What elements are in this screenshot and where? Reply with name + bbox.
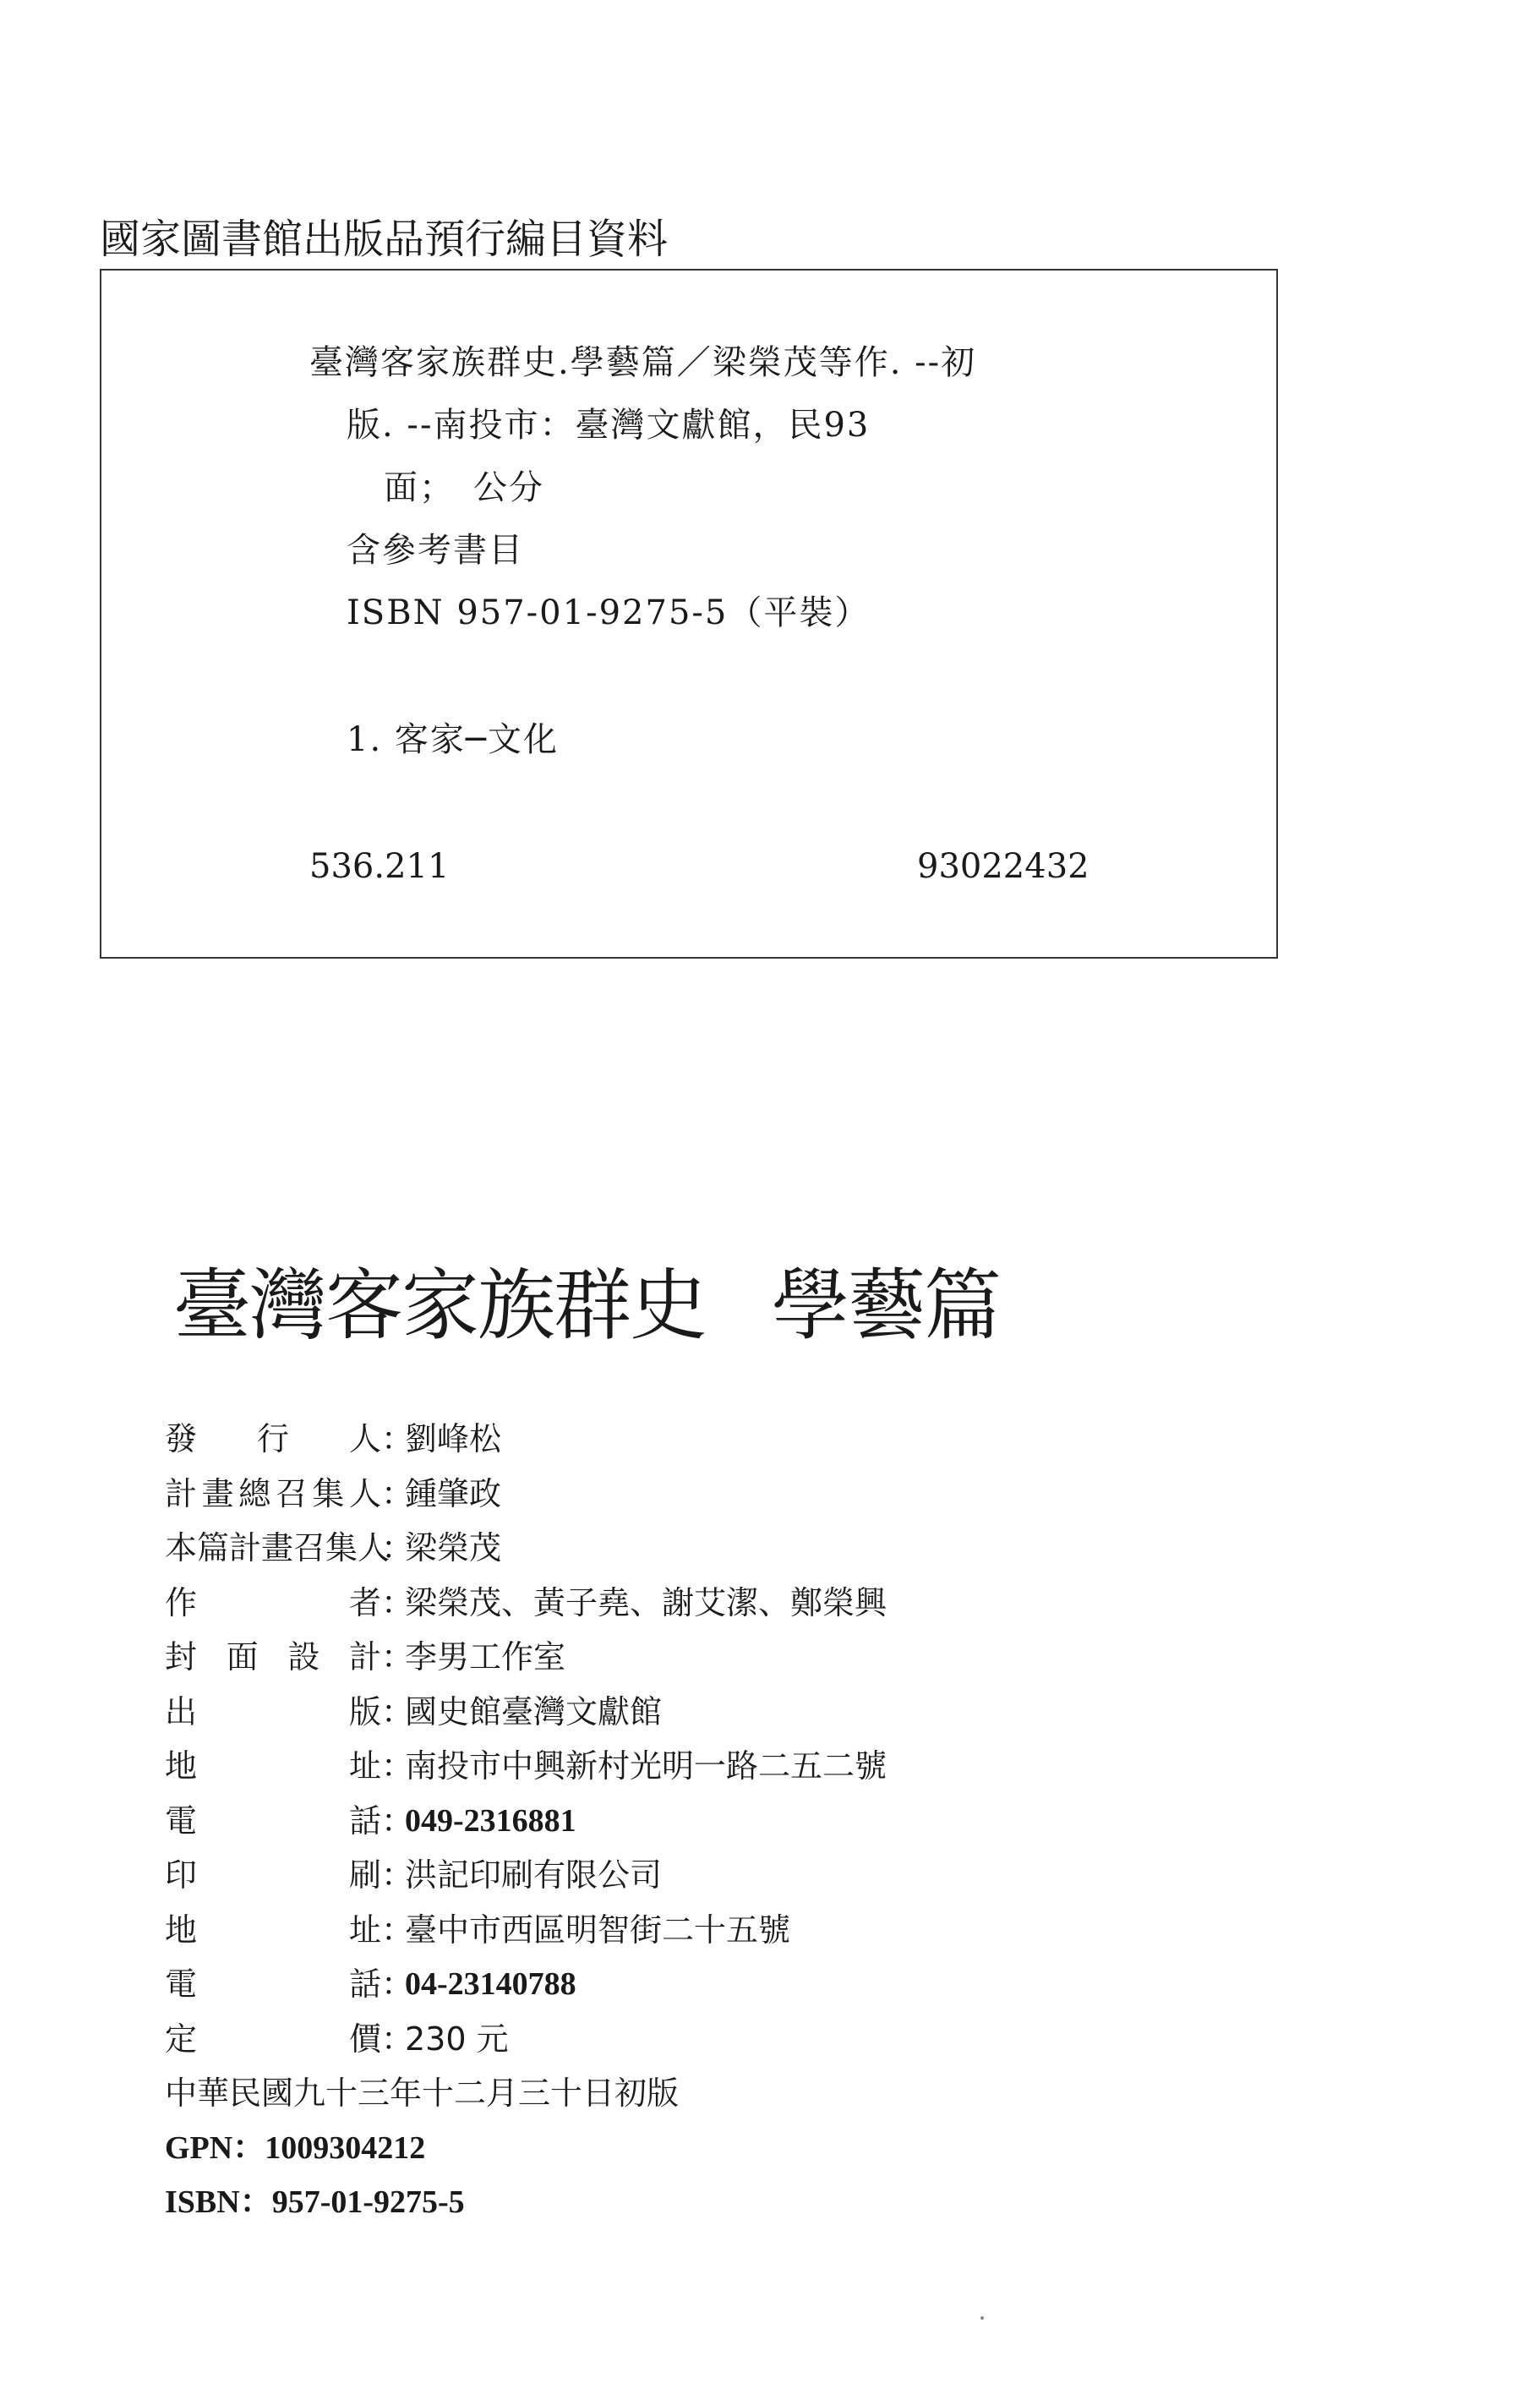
colophon-label: 計畫總召集人 — [165, 1474, 381, 1512]
colophon-value: 鍾肇政 — [405, 1474, 502, 1512]
gpn: GPN：1009304212 — [165, 2129, 426, 2166]
colophon-row: 印刷 ： 洪記印刷有限公司 — [165, 1848, 1179, 1903]
colophon-label: 定價 — [165, 2020, 381, 2058]
cip-classification: 536.211 — [309, 847, 450, 886]
colophon-label: 出版 — [165, 1692, 381, 1730]
colophon-row: 封面設計 ： 李男工作室 — [165, 1630, 1179, 1685]
colophon-value: 230 元 — [405, 2020, 509, 2058]
colophon — [165, 1412, 1179, 2230]
colophon-row: 本篇計畫召集人 ： 梁榮茂 — [165, 1521, 1179, 1576]
colophon-row: 出版 ： 國史館臺灣文獻館 — [165, 1685, 1179, 1740]
colophon-row: 電話 ： 04-23140788 — [165, 1957, 1179, 2012]
cip-line-5: ISBN 957-01-9275-5（平裝） — [347, 593, 871, 632]
colophon-value: 李男工作室 — [405, 1638, 566, 1676]
colophon-value: 南投市中興新村光明一路二五二號 — [405, 1747, 887, 1785]
book-title-main: 臺灣客家族群史 — [173, 1260, 707, 1351]
cip-record-number: 93022432 — [917, 847, 1089, 886]
colophon-row: 作者 ： 梁榮茂、黃子堯、謝艾潔、鄭榮興 — [165, 1576, 1179, 1631]
colophon-label: 電話 — [165, 1801, 381, 1840]
colophon-value: 臺中市西區明智街二十五號 — [405, 1911, 791, 1949]
colophon-label: 地址 — [165, 1911, 381, 1949]
colophon-row: 地址 ： 南投市中興新村光明一路二五二號 — [165, 1739, 1179, 1794]
cip-line-1: 臺灣客家族群史.學藝篇／梁榮茂等作. --初 — [309, 343, 977, 382]
cip-line-3: 面； 公分 — [384, 468, 544, 507]
scan-speck — [980, 2316, 984, 2320]
colophon-label: 作者 — [165, 1583, 381, 1621]
colophon-row: 電話 ： 049-2316881 — [165, 1794, 1179, 1849]
cip-line-4: 含參考書目 — [347, 531, 524, 570]
colophon-value: 洪記印刷有限公司 — [405, 1856, 663, 1894]
colophon-row: 計畫總召集人 ： 鍾肇政 — [165, 1467, 1179, 1522]
colophon-label: 電話 — [165, 1965, 381, 2003]
cip-line-2: 版. --南投市：臺灣文獻館，民93 — [347, 406, 871, 445]
book-title-part: 學藝篇 — [772, 1260, 1001, 1351]
colophon-value: 04-23140788 — [405, 1966, 576, 2002]
book-title — [173, 1260, 1000, 1353]
colophon-label: 印刷 — [165, 1856, 381, 1894]
colophon-value: 049-2316881 — [405, 1802, 576, 1839]
isbn: ISBN：957-01-9275-5 — [165, 2184, 465, 2220]
colophon-row: 發行人 ： 劉峰松 — [165, 1412, 1179, 1467]
colophon-value: 國史館臺灣文獻館 — [405, 1692, 663, 1730]
colophon-label: 本篇計畫召集人 — [165, 1529, 390, 1566]
cip-line-6: 1. 客家─文化 — [347, 720, 559, 759]
cip-record-box — [100, 269, 1278, 959]
colophon-label: 封面設計 — [165, 1638, 381, 1676]
colophon-row: 定價 ： 230 元 — [165, 2012, 1179, 2067]
colophon-value: 劉峰松 — [405, 1420, 502, 1457]
cip-heading: 國家圖書館出版品預行編目資料 — [100, 216, 669, 263]
colophon-value: 梁榮茂 — [405, 1529, 502, 1566]
colophon-label: 發行人 — [165, 1420, 381, 1457]
colophon-label: 地址 — [165, 1747, 381, 1785]
colophon-value: 梁榮茂、黃子堯、謝艾潔、鄭榮興 — [405, 1583, 887, 1621]
edition-date: 中華民國九十三年十二月三十日初版 — [165, 2075, 680, 2112]
colophon-row: 地址 ： 臺中市西區明智街二十五號 — [165, 1903, 1179, 1958]
